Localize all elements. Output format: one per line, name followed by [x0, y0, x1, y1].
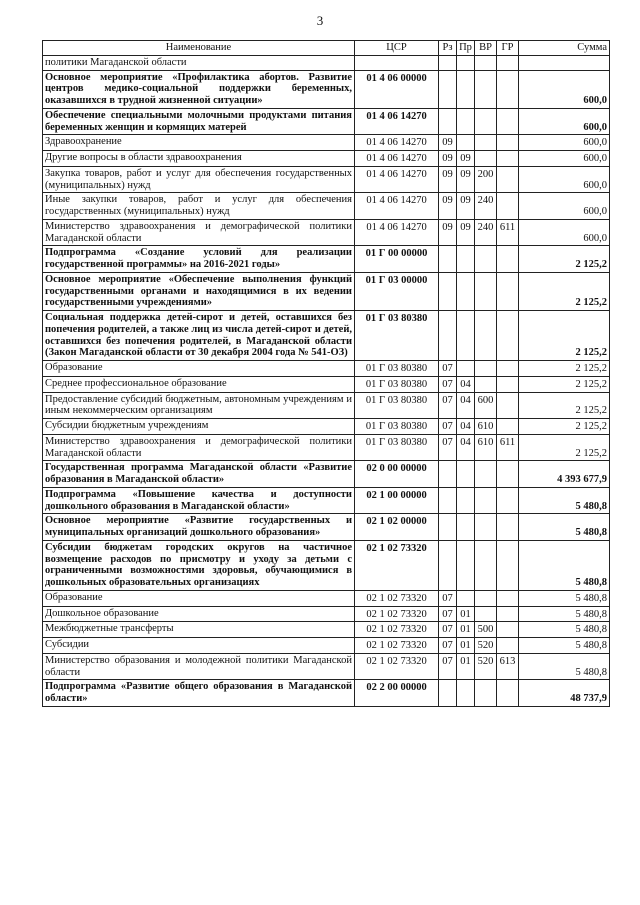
table-row [43, 653, 610, 680]
row-gr [497, 419, 519, 435]
table-row [43, 434, 610, 461]
row-rz [439, 55, 457, 70]
table-row [43, 272, 610, 310]
row-pr [457, 680, 475, 707]
row-name: Образование [43, 590, 355, 606]
row-gr [497, 680, 519, 707]
row-sum: 2 125,2 [519, 434, 610, 461]
row-name: Здравоохранение [43, 135, 355, 151]
row-rz: 07 [439, 638, 457, 654]
table-row [43, 622, 610, 638]
row-vr [475, 606, 497, 622]
row-csr: 01 4 06 14270 [355, 135, 439, 151]
row-rz [439, 540, 457, 590]
table-row [43, 311, 610, 361]
row-vr [475, 311, 497, 361]
row-csr: 01 4 06 14270 [355, 108, 439, 135]
row-gr: 611 [497, 434, 519, 461]
row-pr [457, 246, 475, 273]
table-row [43, 606, 610, 622]
row-name: Министерство здравоохранения и демографической политики Магаданской области [43, 219, 355, 246]
header-gr: ГР [497, 41, 519, 56]
row-csr: 01 Г 03 80380 [355, 434, 439, 461]
row-sum: 5 480,8 [519, 540, 610, 590]
row-vr: 600 [475, 392, 497, 419]
table-row [43, 70, 610, 108]
row-gr [497, 70, 519, 108]
row-pr: 01 [457, 622, 475, 638]
row-sum: 5 480,8 [519, 590, 610, 606]
row-rz: 07 [439, 392, 457, 419]
row-vr: 200 [475, 166, 497, 193]
row-sum: 2 125,2 [519, 272, 610, 310]
row-vr: 520 [475, 653, 497, 680]
row-vr: 240 [475, 193, 497, 220]
row-vr: 520 [475, 638, 497, 654]
row-name: Основное мероприятие «Развитие государственных и муниципальных организаций дошкольного образования» [43, 514, 355, 541]
table-row [43, 680, 610, 707]
row-rz [439, 487, 457, 514]
row-rz: 09 [439, 151, 457, 167]
row-pr [457, 590, 475, 606]
row-vr [475, 680, 497, 707]
row-rz: 07 [439, 361, 457, 377]
table-header-row [43, 41, 610, 56]
row-vr [475, 55, 497, 70]
header-sum: Сумма [519, 41, 610, 56]
row-csr [355, 55, 439, 70]
row-pr [457, 55, 475, 70]
table-row [43, 514, 610, 541]
row-gr [497, 622, 519, 638]
row-sum: 600,0 [519, 151, 610, 167]
row-rz: 07 [439, 606, 457, 622]
row-csr: 02 1 02 73320 [355, 590, 439, 606]
row-csr: 01 Г 03 00000 [355, 272, 439, 310]
table-row [43, 151, 610, 167]
row-csr: 01 Г 03 80380 [355, 376, 439, 392]
row-vr: 610 [475, 419, 497, 435]
row-pr [457, 540, 475, 590]
row-vr [475, 461, 497, 488]
header-pr: Пр [457, 41, 475, 56]
row-name: Межбюджетные трансферты [43, 622, 355, 638]
row-rz: 09 [439, 219, 457, 246]
header-rz: Рз [439, 41, 457, 56]
row-pr [457, 135, 475, 151]
row-csr: 01 4 06 14270 [355, 193, 439, 220]
row-rz [439, 680, 457, 707]
table-row [43, 461, 610, 488]
row-csr: 02 1 02 73320 [355, 606, 439, 622]
table-row [43, 590, 610, 606]
row-sum: 5 480,8 [519, 653, 610, 680]
row-vr: 500 [475, 622, 497, 638]
row-name: Закупка товаров, работ и услуг для обеспечения государственных (муниципальных) нужд [43, 166, 355, 193]
row-sum: 600,0 [519, 193, 610, 220]
row-gr: 613 [497, 653, 519, 680]
row-pr: 04 [457, 376, 475, 392]
table-body [43, 55, 610, 706]
table-row [43, 540, 610, 590]
row-sum: 2 125,2 [519, 361, 610, 377]
row-rz [439, 461, 457, 488]
row-sum: 48 737,9 [519, 680, 610, 707]
row-rz [439, 70, 457, 108]
table-row [43, 219, 610, 246]
row-pr [457, 487, 475, 514]
row-name: Субсидии бюджетным учреждениям [43, 419, 355, 435]
row-csr: 02 1 02 73320 [355, 622, 439, 638]
row-csr: 01 Г 00 00000 [355, 246, 439, 273]
row-csr: 02 1 02 73320 [355, 540, 439, 590]
row-pr: 09 [457, 219, 475, 246]
row-name: Основное мероприятие «Профилактика абортов. Развитие центров медико-социальной поддержки беременных, оказавшихся в трудной жизненной ситуации» [43, 70, 355, 108]
row-gr [497, 514, 519, 541]
row-name: Другие вопросы в области здравоохранения [43, 151, 355, 167]
row-gr: 611 [497, 219, 519, 246]
table-row [43, 638, 610, 654]
row-name: Подпрограмма «Развитие общего образования в Магаданской области» [43, 680, 355, 707]
row-name: Предоставление субсидий бюджетным, автономным учреждениям и иным некоммерческим организациям [43, 392, 355, 419]
table-row [43, 135, 610, 151]
row-vr [475, 361, 497, 377]
row-sum: 5 480,8 [519, 514, 610, 541]
row-pr: 09 [457, 193, 475, 220]
row-gr [497, 361, 519, 377]
header-vr: ВР [475, 41, 497, 56]
row-vr: 240 [475, 219, 497, 246]
row-name: Дошкольное образование [43, 606, 355, 622]
row-rz: 07 [439, 653, 457, 680]
row-sum: 5 480,8 [519, 487, 610, 514]
row-gr [497, 135, 519, 151]
row-vr [475, 540, 497, 590]
header-name: Наименование [43, 41, 355, 56]
row-name: Среднее профессиональное образование [43, 376, 355, 392]
row-gr [497, 606, 519, 622]
row-pr [457, 272, 475, 310]
table-row [43, 246, 610, 273]
row-name: Образование [43, 361, 355, 377]
row-rz [439, 246, 457, 273]
row-csr: 01 4 06 14270 [355, 219, 439, 246]
row-name: Министерство образования и молодежной политики Магаданской области [43, 653, 355, 680]
row-pr: 09 [457, 166, 475, 193]
row-sum: 600,0 [519, 219, 610, 246]
row-name: Государственная программа Магаданской области «Развитие образования в Магаданской области» [43, 461, 355, 488]
row-sum: 5 480,8 [519, 638, 610, 654]
row-gr [497, 55, 519, 70]
row-rz [439, 311, 457, 361]
row-pr: 04 [457, 419, 475, 435]
row-sum: 2 125,2 [519, 311, 610, 361]
table-row [43, 392, 610, 419]
row-sum [519, 55, 610, 70]
row-pr: 01 [457, 638, 475, 654]
row-csr: 01 4 06 14270 [355, 151, 439, 167]
row-sum: 2 125,2 [519, 419, 610, 435]
table-row [43, 166, 610, 193]
row-csr: 01 4 06 14270 [355, 166, 439, 193]
row-sum: 5 480,8 [519, 606, 610, 622]
row-gr [497, 311, 519, 361]
row-sum: 2 125,2 [519, 246, 610, 273]
row-pr [457, 361, 475, 377]
header-csr: ЦСР [355, 41, 439, 56]
row-pr [457, 108, 475, 135]
table-row [43, 376, 610, 392]
row-gr [497, 166, 519, 193]
row-vr [475, 151, 497, 167]
row-name: Министерство здравоохранения и демографической политики Магаданской области [43, 434, 355, 461]
table-row [43, 361, 610, 377]
row-sum: 600,0 [519, 135, 610, 151]
row-vr [475, 272, 497, 310]
row-vr: 610 [475, 434, 497, 461]
row-rz: 09 [439, 135, 457, 151]
row-gr [497, 151, 519, 167]
row-pr: 04 [457, 434, 475, 461]
row-rz: 07 [439, 419, 457, 435]
row-csr: 01 Г 03 80380 [355, 419, 439, 435]
row-vr [475, 246, 497, 273]
row-gr [497, 461, 519, 488]
row-rz: 09 [439, 193, 457, 220]
row-gr [497, 590, 519, 606]
row-vr [475, 514, 497, 541]
row-gr [497, 193, 519, 220]
row-rz: 07 [439, 622, 457, 638]
row-rz [439, 272, 457, 310]
row-rz: 07 [439, 434, 457, 461]
row-sum: 5 480,8 [519, 622, 610, 638]
table-row [43, 487, 610, 514]
row-vr [475, 135, 497, 151]
row-vr [475, 70, 497, 108]
row-gr [497, 272, 519, 310]
row-csr: 02 1 02 00000 [355, 514, 439, 541]
row-vr [475, 590, 497, 606]
row-gr [497, 638, 519, 654]
row-gr [497, 246, 519, 273]
row-pr [457, 514, 475, 541]
table-row [43, 419, 610, 435]
row-gr [497, 392, 519, 419]
row-pr [457, 461, 475, 488]
row-pr [457, 311, 475, 361]
row-pr [457, 70, 475, 108]
row-gr [497, 540, 519, 590]
row-rz [439, 514, 457, 541]
row-name: Основное мероприятие «Обеспечение выполнения функций государственными органами и находящимися в их ведении государственными учреждениями» [43, 272, 355, 310]
row-name: Обеспечение специальными молочными продуктами питания беременных женщин и кормящих матерей [43, 108, 355, 135]
row-gr [497, 376, 519, 392]
row-sum: 600,0 [519, 70, 610, 108]
row-pr: 01 [457, 606, 475, 622]
table-row [43, 55, 610, 70]
row-pr: 09 [457, 151, 475, 167]
row-csr: 01 4 06 00000 [355, 70, 439, 108]
row-name: Подпрограмма «Создание условий для реализации государственной программы» на 2016-2021 годы» [43, 246, 355, 273]
row-csr: 02 1 02 73320 [355, 638, 439, 654]
row-vr [475, 108, 497, 135]
row-pr: 04 [457, 392, 475, 419]
row-sum: 600,0 [519, 166, 610, 193]
row-pr: 01 [457, 653, 475, 680]
row-name: Субсидии бюджетам городских округов на частичное возмещение расходов по присмотру и уходу за детьми с ограниченными возможностями здоровья, обучающимися в дошкольных образовательных организациях [43, 540, 355, 590]
row-name: политики Магаданской области [43, 55, 355, 70]
budget-table [42, 40, 610, 707]
table-row [43, 193, 610, 220]
row-csr: 02 1 00 00000 [355, 487, 439, 514]
row-csr: 01 Г 03 80380 [355, 392, 439, 419]
row-rz: 07 [439, 376, 457, 392]
row-csr: 02 2 00 00000 [355, 680, 439, 707]
row-name: Субсидии [43, 638, 355, 654]
page-number: 3 [316, 13, 324, 28]
row-gr [497, 108, 519, 135]
row-rz: 07 [439, 590, 457, 606]
row-vr [475, 376, 497, 392]
row-csr: 02 0 00 00000 [355, 461, 439, 488]
row-csr: 02 1 02 73320 [355, 653, 439, 680]
row-gr [497, 487, 519, 514]
table-row [43, 108, 610, 135]
row-rz [439, 108, 457, 135]
row-csr: 01 Г 03 80380 [355, 361, 439, 377]
row-name: Иные закупки товаров, работ и услуг для обеспечения государственных (муниципальных) нужд [43, 193, 355, 220]
row-rz: 09 [439, 166, 457, 193]
row-sum: 4 393 677,9 [519, 461, 610, 488]
row-name: Социальная поддержка детей-сирот и детей, оставшихся без попечения родителей, а также лиц из числа детей-сирот и детей, оставшихся без попечения родителей, в Магаданской области (Закон Магаданской области от 30 декабря 2004 года № 541-ОЗ) [43, 311, 355, 361]
row-sum: 2 125,2 [519, 376, 610, 392]
row-name: Подпрограмма «Повышение качества и доступности дошкольного образования в Магаданской области» [43, 487, 355, 514]
row-csr: 01 Г 03 80380 [355, 311, 439, 361]
row-sum: 600,0 [519, 108, 610, 135]
row-vr [475, 487, 497, 514]
row-sum: 2 125,2 [519, 392, 610, 419]
